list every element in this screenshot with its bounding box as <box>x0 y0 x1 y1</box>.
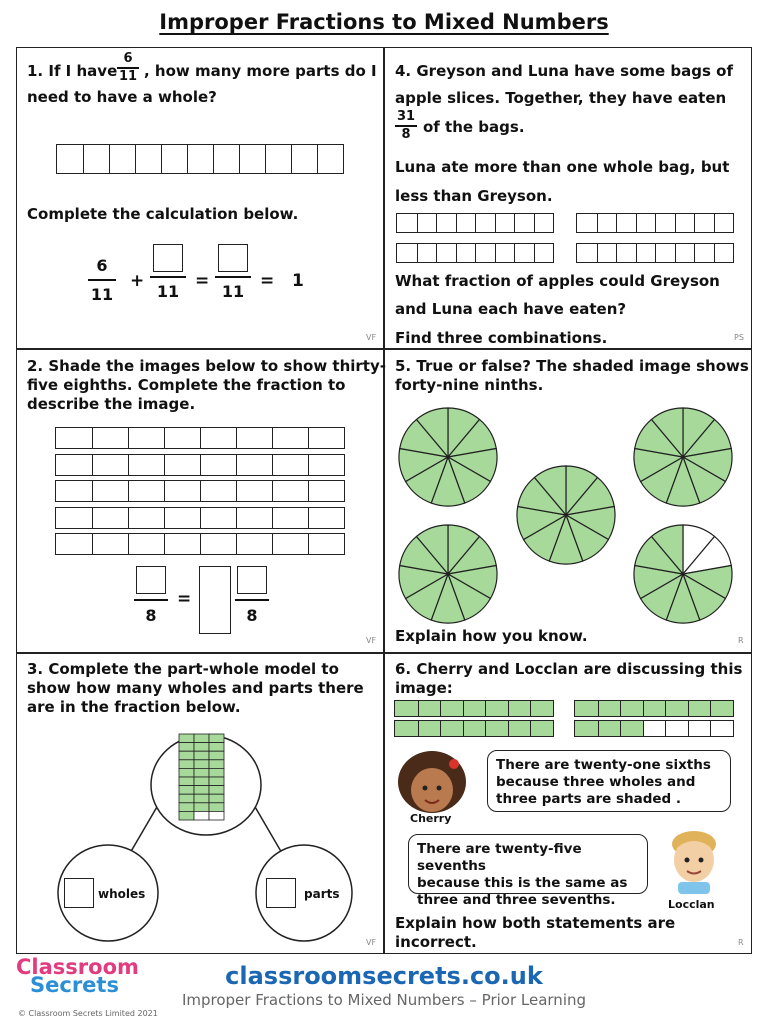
bar-cell[interactable] <box>56 455 92 475</box>
bar-cell[interactable] <box>440 701 463 716</box>
grid-divider-row1 <box>16 348 752 350</box>
bar-cell[interactable] <box>530 701 553 716</box>
bar-cell[interactable] <box>200 508 236 528</box>
stack-cell <box>179 760 194 769</box>
q3-part-whole-model <box>16 720 384 952</box>
q4-text-line7: and Luna each have eaten? <box>395 300 627 318</box>
bar-cell[interactable] <box>200 455 236 475</box>
bar-cell[interactable] <box>475 214 495 232</box>
q4-text-line1: 4. Greyson and Luna have some bags of <box>395 62 733 80</box>
q1-numerator-answer-box[interactable] <box>153 244 183 272</box>
q4-text-line4: Luna ate more than one whole bag, but <box>395 158 730 176</box>
fraction-bar <box>134 599 168 601</box>
stack-cell <box>194 811 209 820</box>
bar-cell[interactable] <box>597 214 617 232</box>
bar-cell[interactable] <box>475 244 495 262</box>
bar-cell[interactable] <box>694 244 714 262</box>
bar-cell[interactable] <box>83 145 109 173</box>
bar-cell[interactable] <box>308 534 344 554</box>
bar-cell[interactable] <box>710 721 733 736</box>
bar-cell[interactable] <box>530 721 553 736</box>
q1-text-part2: , how many more parts do I <box>144 62 377 80</box>
bar-cell[interactable] <box>56 508 92 528</box>
q5-text-line2: forty-nine ninths. <box>395 376 544 394</box>
q6-bar-2 <box>574 700 734 717</box>
bar-cell[interactable] <box>485 701 508 716</box>
q6-bar-3 <box>394 720 554 737</box>
cherry-face <box>411 768 453 812</box>
bar-cell[interactable] <box>620 701 643 716</box>
stack-cell <box>209 760 224 769</box>
q4-inline-fraction <box>395 110 417 142</box>
locclan-name: Locclan <box>668 898 715 911</box>
stack-cell <box>194 803 209 812</box>
stack-cell <box>209 768 224 777</box>
q3-wholes-answer-box[interactable] <box>64 878 94 908</box>
stack-cell <box>179 734 194 743</box>
stack-cell <box>209 803 224 812</box>
bar-cell[interactable] <box>236 508 272 528</box>
q6-bar-4 <box>574 720 734 737</box>
stack-cell <box>209 777 224 786</box>
bar-cell[interactable] <box>128 481 164 501</box>
bar-cell[interactable] <box>495 214 515 232</box>
bar-cell[interactable] <box>436 244 456 262</box>
locclan-shirt <box>678 882 710 894</box>
bar-cell[interactable] <box>128 455 164 475</box>
stack-cell <box>179 803 194 812</box>
footer-subtitle: Improper Fractions to Mixed Numbers – Prior Learning <box>181 991 587 1009</box>
bar-cell[interactable] <box>135 145 161 173</box>
q4-text-line3: of the bags. <box>423 118 525 136</box>
bar-cell[interactable] <box>675 214 695 232</box>
q6-explain-line1: Explain how both statements are <box>395 914 676 932</box>
q2-numerator-answer-box[interactable] <box>136 566 166 594</box>
q1-bar-model <box>56 144 344 174</box>
q1-equals-1: = <box>195 271 210 291</box>
bar-cell[interactable] <box>397 214 417 232</box>
cherry-eye-left <box>423 786 428 791</box>
bar-cell[interactable] <box>688 701 711 716</box>
page-title: Improper Fractions to Mixed Numbers <box>159 10 609 34</box>
stack-cell <box>179 751 194 760</box>
q2-bar-4 <box>55 507 345 529</box>
cherry-eye-right <box>437 786 442 791</box>
bar-cell[interactable] <box>317 145 343 173</box>
bar-cell[interactable] <box>418 701 441 716</box>
bar-cell[interactable] <box>417 214 437 232</box>
q3-fraction-stack <box>179 734 224 820</box>
bar-cell[interactable] <box>128 428 164 448</box>
bar-cell[interactable] <box>655 214 675 232</box>
bar-cell[interactable] <box>508 701 531 716</box>
q5-circle-3 <box>517 466 615 564</box>
q4-bar-4 <box>576 243 734 263</box>
q4-bar-2 <box>576 213 734 233</box>
locclan-speech-line2: because this is the same as <box>417 875 628 891</box>
cherry-speech-line3: three parts are shaded . <box>496 791 682 807</box>
q3-wholes-label: wholes <box>98 887 146 901</box>
q5-text-line1: 5. True or false? The shaded image shows <box>395 357 749 375</box>
q2-whole-answer-box[interactable] <box>199 566 231 634</box>
bar-cell[interactable] <box>291 145 317 173</box>
bar-cell[interactable] <box>92 534 128 554</box>
bar-cell[interactable] <box>463 721 486 736</box>
stack-cell <box>179 794 194 803</box>
q3-text-line3: are in the fraction below. <box>27 698 241 716</box>
bar-cell[interactable] <box>308 508 344 528</box>
q5-circle-1 <box>399 408 497 506</box>
bar-cell[interactable] <box>92 455 128 475</box>
stack-cell <box>194 768 209 777</box>
q4-text-line6: What fraction of apples could Greyson <box>395 272 720 290</box>
bar-cell[interactable] <box>643 701 666 716</box>
locclan-eye-left <box>685 858 690 863</box>
q1-equals-2: = <box>260 271 275 291</box>
bar-cell[interactable] <box>57 145 83 173</box>
logo-line1: Classroom <box>16 955 139 979</box>
bar-cell[interactable] <box>272 428 308 448</box>
fraction-bar <box>235 599 269 601</box>
q2-code: VF <box>366 636 377 645</box>
bar-cell[interactable] <box>128 508 164 528</box>
cherry-hair-bow <box>449 759 459 769</box>
bar-cell[interactable] <box>92 481 128 501</box>
q5-explain: Explain how you know. <box>395 627 588 645</box>
stack-cell <box>194 743 209 752</box>
bar-cell[interactable] <box>56 481 92 501</box>
bar-cell[interactable] <box>665 721 688 736</box>
stack-cell <box>194 734 209 743</box>
bar-cell[interactable] <box>436 214 456 232</box>
bar-cell[interactable] <box>164 508 200 528</box>
q1-calc-numerator: 6 <box>96 256 108 275</box>
bar-cell[interactable] <box>688 721 711 736</box>
bar-cell[interactable] <box>710 701 733 716</box>
bar-cell[interactable] <box>616 214 636 232</box>
q2-denominator-1: 8 <box>145 606 157 625</box>
cherry-name: Cherry <box>410 812 452 825</box>
bar-cell[interactable] <box>265 145 291 173</box>
bar-cell[interactable] <box>514 214 534 232</box>
q2-equals: = <box>177 589 192 609</box>
cherry-speech-line2: because three wholes and <box>496 774 696 790</box>
q5-circle-4 <box>399 525 497 623</box>
fraction-bar <box>150 276 186 278</box>
bar-cell[interactable] <box>508 721 531 736</box>
q2-bar-2 <box>55 454 345 476</box>
bar-cell[interactable] <box>236 455 272 475</box>
bar-cell[interactable] <box>164 534 200 554</box>
stack-cell <box>209 794 224 803</box>
bar-cell[interactable] <box>92 428 128 448</box>
fraction-bar <box>215 276 251 278</box>
q4-bar-1 <box>396 213 554 233</box>
q2-text-line1: 2. Shade the images below to show thirty- <box>27 357 386 375</box>
q6-bar-1 <box>394 700 554 717</box>
bar-cell[interactable] <box>128 534 164 554</box>
q2-text-line2: five eighths. Complete the fraction to <box>27 376 346 394</box>
stack-cell <box>209 743 224 752</box>
locclan-speech-line3: three and three sevenths. <box>417 892 616 908</box>
bar-cell[interactable] <box>239 145 265 173</box>
stack-cell <box>194 794 209 803</box>
q3-parts-label: parts <box>304 887 340 901</box>
fraction-bar <box>88 279 116 281</box>
bar-cell[interactable] <box>200 534 236 554</box>
q2-bar-3 <box>55 480 345 502</box>
stack-cell <box>179 786 194 795</box>
bar-cell[interactable] <box>200 428 236 448</box>
bar-cell[interactable] <box>109 145 135 173</box>
bar-cell[interactable] <box>308 481 344 501</box>
q6-explain-line2: incorrect. <box>395 933 477 951</box>
q1-plus-sign: + <box>130 271 145 291</box>
q5-fraction-circles <box>384 380 752 650</box>
bar-cell[interactable] <box>514 244 534 262</box>
bar-cell[interactable] <box>616 244 636 262</box>
q1-answer-fraction-1 <box>150 244 186 301</box>
q1-answer-fraction-2 <box>215 244 251 301</box>
stack-cell <box>209 751 224 760</box>
cherry-speech-bubble <box>487 750 731 812</box>
logo-line2: Secrets <box>30 973 119 997</box>
bar-cell[interactable] <box>534 214 554 232</box>
bar-cell[interactable] <box>597 244 617 262</box>
q1-inline-fraction <box>117 52 139 84</box>
q1-code: VF <box>366 333 377 342</box>
bar-cell[interactable] <box>714 244 734 262</box>
q1-inline-numerator: 6 <box>123 51 133 66</box>
q1-instruction: Complete the calculation below. <box>27 205 299 223</box>
bar-cell[interactable] <box>236 534 272 554</box>
bar-cell[interactable] <box>164 455 200 475</box>
bar-cell[interactable] <box>397 244 417 262</box>
q4-inline-numerator: 31 <box>396 109 416 124</box>
bar-cell[interactable] <box>164 428 200 448</box>
locclan-speech-bubble <box>408 834 648 908</box>
q5-circle-2 <box>634 408 732 506</box>
bar-cell[interactable] <box>440 721 463 736</box>
q1-denominator-2: 11 <box>156 282 180 301</box>
bar-cell[interactable] <box>56 534 92 554</box>
bar-cell[interactable] <box>200 481 236 501</box>
bar-cell[interactable] <box>395 701 418 716</box>
bar-cell[interactable] <box>675 244 695 262</box>
bar-cell[interactable] <box>272 534 308 554</box>
cherry-avatar <box>396 748 468 814</box>
bar-cell[interactable] <box>636 214 656 232</box>
q2-answer-fraction <box>134 566 168 625</box>
q3-code: VF <box>366 938 377 947</box>
q1-inline-denominator: 11 <box>118 68 138 84</box>
bar-cell[interactable] <box>418 721 441 736</box>
q1-denominator-3: 11 <box>221 282 245 301</box>
stack-cell <box>194 760 209 769</box>
bar-cell[interactable] <box>643 721 666 736</box>
q4-inline-denominator: 8 <box>401 126 411 142</box>
stack-cell <box>179 743 194 752</box>
stack-cell <box>179 811 194 820</box>
bar-cell[interactable] <box>272 455 308 475</box>
q6-text-line2: image: <box>395 679 453 697</box>
bar-cell[interactable] <box>694 214 714 232</box>
bar-cell[interactable] <box>620 721 643 736</box>
bar-cell[interactable] <box>665 701 688 716</box>
q6-text-line1: 6. Cherry and Locclan are discussing this <box>395 660 743 678</box>
q6-code: R <box>738 938 744 947</box>
stack-cell <box>209 811 224 820</box>
q4-code: PS <box>734 333 744 342</box>
bar-cell[interactable] <box>161 145 187 173</box>
bar-cell[interactable] <box>577 214 597 232</box>
q3-text-line2: show how many wholes and parts there <box>27 679 364 697</box>
bar-cell[interactable] <box>56 428 92 448</box>
bar-cell[interactable] <box>213 145 239 173</box>
footer-url[interactable]: classroomsecrets.co.uk <box>225 962 543 990</box>
q2-mixed-numerator-box[interactable] <box>237 566 267 594</box>
bar-cell[interactable] <box>598 701 621 716</box>
bar-cell[interactable] <box>577 244 597 262</box>
q4-text-line5: less than Greyson. <box>395 187 553 205</box>
bar-cell[interactable] <box>272 481 308 501</box>
q5-code: R <box>738 636 744 645</box>
bar-cell[interactable] <box>655 244 675 262</box>
grid-divider-row2 <box>16 652 752 654</box>
stack-cell <box>179 768 194 777</box>
q2-mixed-fraction <box>235 566 269 625</box>
bar-cell[interactable] <box>236 481 272 501</box>
bar-cell[interactable] <box>456 244 476 262</box>
bar-cell[interactable] <box>395 721 418 736</box>
bar-cell[interactable] <box>417 244 437 262</box>
q5-circle-5 <box>634 525 732 623</box>
bar-cell[interactable] <box>187 145 213 173</box>
bar-cell[interactable] <box>714 214 734 232</box>
q1-text-part1: 1. If I have <box>27 62 118 80</box>
q3-text-line1: 3. Complete the part-whole model to <box>27 660 339 678</box>
q4-bar-3 <box>396 243 554 263</box>
bar-cell[interactable] <box>495 244 515 262</box>
bar-cell[interactable] <box>598 721 621 736</box>
stack-cell <box>179 777 194 786</box>
locclan-speech-line1: There are twenty-five sevenths <box>417 841 582 874</box>
locclan-eye-right <box>699 858 704 863</box>
q2-denominator-2: 8 <box>246 606 258 625</box>
copyright-text: © Classroom Secrets Limited 2021 <box>18 1009 158 1018</box>
stack-cell <box>209 786 224 795</box>
bar-cell[interactable] <box>308 428 344 448</box>
stack-cell <box>194 786 209 795</box>
stack-cell <box>194 777 209 786</box>
q2-bar-1 <box>55 427 345 449</box>
bar-cell[interactable] <box>636 244 656 262</box>
bar-cell[interactable] <box>308 455 344 475</box>
q1-numerator-answer-box-2[interactable] <box>218 244 248 272</box>
bar-cell[interactable] <box>456 214 476 232</box>
stack-cell <box>194 751 209 760</box>
locclan-avatar <box>664 828 724 896</box>
cherry-speech-line1: There are twenty-one sixths <box>496 757 711 773</box>
bar-cell[interactable] <box>236 428 272 448</box>
q4-text-line8: Find three combinations. <box>395 329 608 347</box>
q1-text-line2: need to have a whole? <box>27 88 217 106</box>
bar-cell[interactable] <box>272 508 308 528</box>
bar-cell[interactable] <box>164 481 200 501</box>
q2-bar-5 <box>55 533 345 555</box>
bar-cell[interactable] <box>575 721 598 736</box>
bar-cell[interactable] <box>485 721 508 736</box>
bar-cell[interactable] <box>463 701 486 716</box>
stack-cell <box>209 734 224 743</box>
bar-cell[interactable] <box>92 508 128 528</box>
bar-cell[interactable] <box>575 701 598 716</box>
bar-cell[interactable] <box>534 244 554 262</box>
q2-text-line3: describe the image. <box>27 395 196 413</box>
q1-calc-fraction <box>88 256 116 304</box>
q4-text-line2: apple slices. Together, they have eaten <box>395 89 727 107</box>
q1-result: 1 <box>292 271 304 291</box>
q1-calc-denominator: 11 <box>90 285 114 304</box>
q3-parts-answer-box[interactable] <box>266 878 296 908</box>
